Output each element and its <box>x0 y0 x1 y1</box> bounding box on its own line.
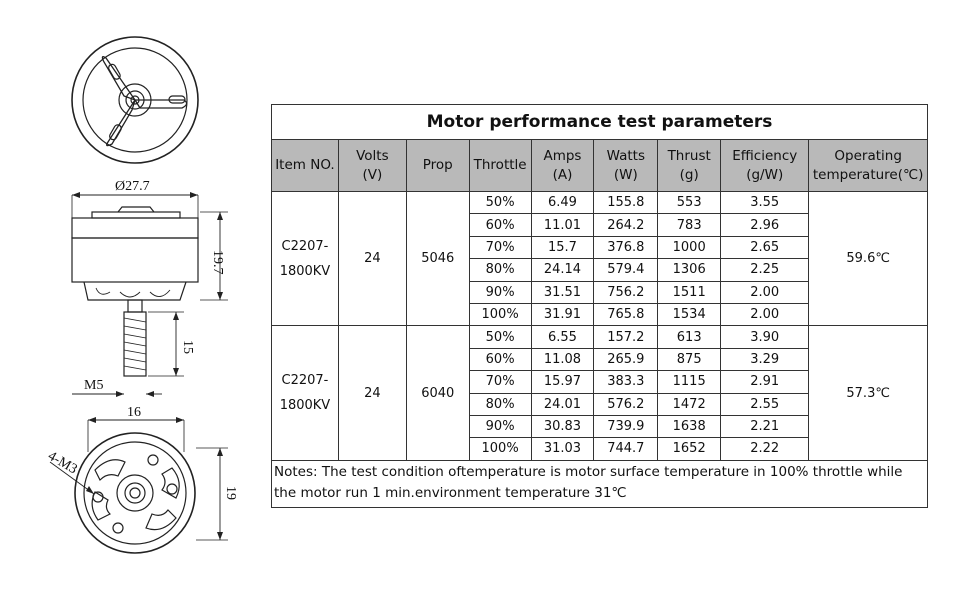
notes-text: Notes: The test condition oftemperature is motor surface temperature in 100% throttle while the motor run 1 min.environment temperature 31℃ <box>272 460 928 507</box>
dim-diameter: Ø27.7 <box>115 179 150 194</box>
performance-table <box>271 104 928 508</box>
temperature-cell: 57.3℃ <box>809 326 928 460</box>
header-throttle: Throttle <box>469 140 531 192</box>
amps-cell: 6.49 <box>531 192 594 214</box>
efficiency-cell: 3.55 <box>721 192 809 214</box>
efficiency-cell: 2.00 <box>721 281 809 303</box>
efficiency-cell: 2.96 <box>721 214 809 236</box>
thrust-cell: 613 <box>658 326 721 348</box>
amps-cell: 24.14 <box>531 259 594 281</box>
efficiency-cell: 2.22 <box>721 438 809 460</box>
throttle-cell: 60% <box>469 214 531 236</box>
efficiency-cell: 2.65 <box>721 236 809 258</box>
efficiency-cell: 2.91 <box>721 371 809 393</box>
watts-cell: 264.2 <box>594 214 658 236</box>
model-cell: C2207- 1800KV <box>272 326 339 460</box>
thrust-cell: 1511 <box>658 281 721 303</box>
header-thrust: Thrust (g) <box>658 140 721 192</box>
amps-cell: 30.83 <box>531 415 594 437</box>
throttle-cell: 80% <box>469 259 531 281</box>
dim-base-height: 19 <box>223 486 238 500</box>
thrust-cell: 1000 <box>658 236 721 258</box>
amps-cell: 15.97 <box>531 371 594 393</box>
efficiency-cell: 3.29 <box>721 348 809 370</box>
watts-cell: 765.8 <box>594 303 658 325</box>
amps-cell: 31.51 <box>531 281 594 303</box>
temperature-cell: 59.6℃ <box>809 192 928 326</box>
volts-cell: 24 <box>338 326 406 460</box>
thrust-cell: 1472 <box>658 393 721 415</box>
amps-cell: 15.7 <box>531 236 594 258</box>
header-temperature: Operating temperature(℃) <box>809 140 928 192</box>
table-row <box>272 326 928 348</box>
header-efficiency: Efficiency (g/W) <box>721 140 809 192</box>
amps-cell: 31.03 <box>531 438 594 460</box>
amps-cell: 11.01 <box>531 214 594 236</box>
table-title: Motor performance test parameters <box>272 105 928 140</box>
watts-cell: 739.9 <box>594 415 658 437</box>
header-row <box>272 140 928 192</box>
watts-cell: 579.4 <box>594 259 658 281</box>
dim-shaft-length: 15 <box>180 340 195 354</box>
efficiency-cell: 2.21 <box>721 415 809 437</box>
motor-side-view <box>72 192 228 397</box>
throttle-cell: 50% <box>469 326 531 348</box>
thrust-cell: 783 <box>658 214 721 236</box>
watts-cell: 383.3 <box>594 371 658 393</box>
throttle-cell: 70% <box>469 371 531 393</box>
watts-cell: 756.2 <box>594 281 658 303</box>
watts-cell: 376.8 <box>594 236 658 258</box>
notes-row <box>272 460 928 507</box>
thrust-cell: 875 <box>658 348 721 370</box>
header-volts: Volts (V) <box>338 140 406 192</box>
throttle-cell: 100% <box>469 438 531 460</box>
table-row <box>272 192 928 214</box>
watts-cell: 744.7 <box>594 438 658 460</box>
thrust-cell: 1638 <box>658 415 721 437</box>
header-prop: Prop <box>406 140 469 192</box>
thrust-cell: 1306 <box>658 259 721 281</box>
header-watts: Watts (W) <box>594 140 658 192</box>
throttle-cell: 100% <box>469 303 531 325</box>
motor-top-view <box>72 37 198 163</box>
watts-cell: 157.2 <box>594 326 658 348</box>
throttle-cell: 50% <box>469 192 531 214</box>
thrust-cell: 553 <box>658 192 721 214</box>
thrust-cell: 1534 <box>658 303 721 325</box>
watts-cell: 265.9 <box>594 348 658 370</box>
header-item: Item NO. <box>272 140 339 192</box>
prop-cell: 5046 <box>406 192 469 326</box>
efficiency-cell: 2.55 <box>721 393 809 415</box>
efficiency-cell: 2.00 <box>721 303 809 325</box>
watts-cell: 576.2 <box>594 393 658 415</box>
model-cell: C2207- 1800KV <box>272 192 339 326</box>
thrust-cell: 1115 <box>658 371 721 393</box>
dim-bolt-spacing: 16 <box>127 405 141 420</box>
header-amps: Amps (A) <box>531 140 594 192</box>
amps-cell: 24.01 <box>531 393 594 415</box>
throttle-cell: 90% <box>469 415 531 437</box>
motor-drawing <box>0 0 270 600</box>
throttle-cell: 70% <box>469 236 531 258</box>
amps-cell: 11.08 <box>531 348 594 370</box>
throttle-cell: 90% <box>469 281 531 303</box>
volts-cell: 24 <box>338 192 406 326</box>
amps-cell: 6.55 <box>531 326 594 348</box>
throttle-cell: 60% <box>469 348 531 370</box>
dim-holes: 4-M3 <box>45 448 80 478</box>
amps-cell: 31.91 <box>531 303 594 325</box>
efficiency-cell: 3.90 <box>721 326 809 348</box>
motor-bottom-view <box>50 417 228 553</box>
prop-cell: 6040 <box>406 326 469 460</box>
thrust-cell: 1652 <box>658 438 721 460</box>
throttle-cell: 80% <box>469 393 531 415</box>
watts-cell: 155.8 <box>594 192 658 214</box>
dim-shaft-thread: M5 <box>84 378 104 393</box>
dim-height: 19.7 <box>210 250 225 275</box>
efficiency-cell: 2.25 <box>721 259 809 281</box>
